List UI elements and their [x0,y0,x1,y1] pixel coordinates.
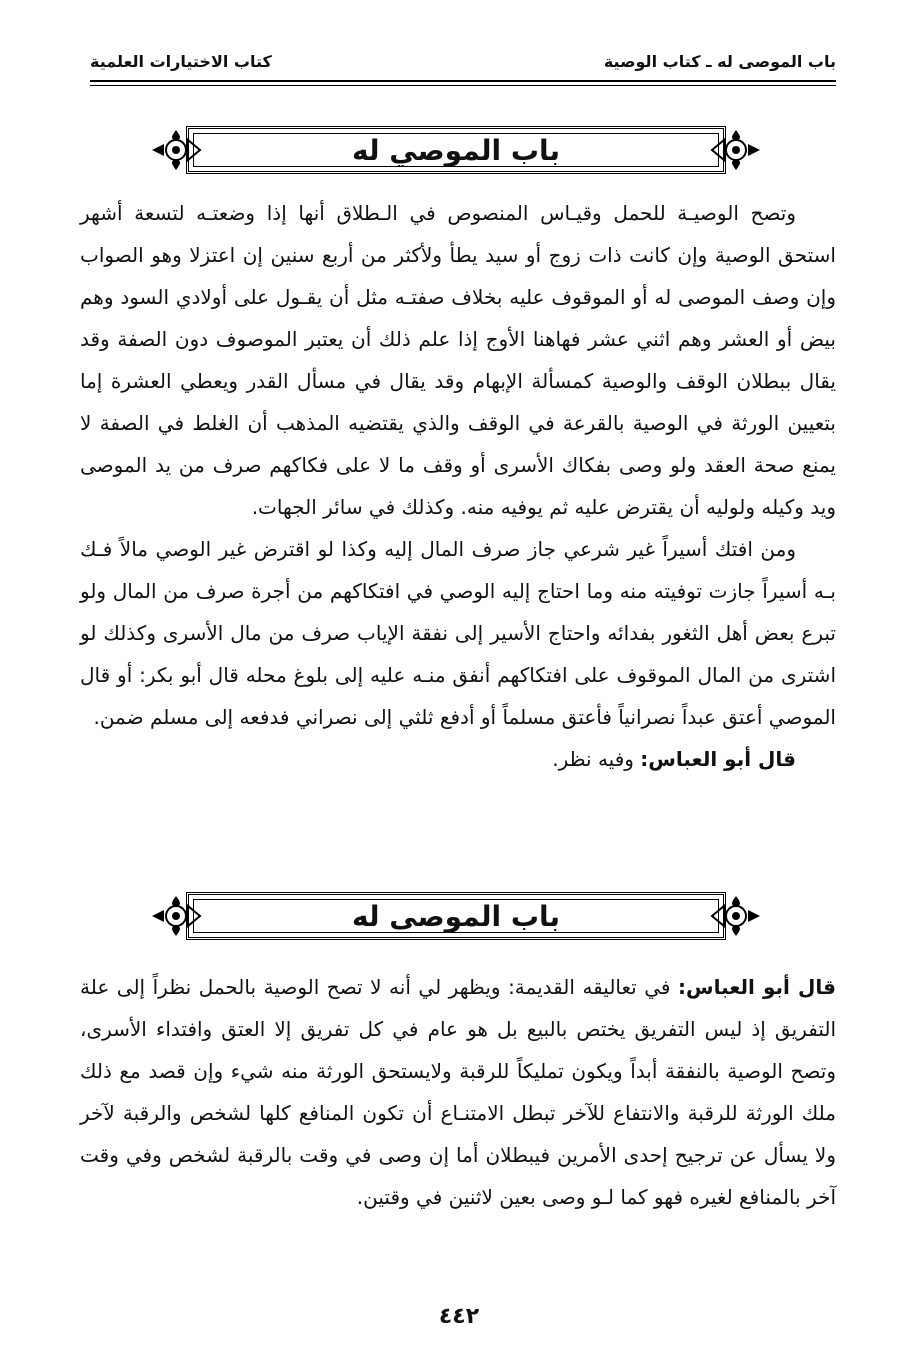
header-right-title: باب الموصى له ـ كتاب الوصية [603,51,836,71]
section-title-2: باب الموصى له [352,899,560,933]
section-title-frame-1 [150,120,762,180]
paragraph-4 [80,966,836,1218]
section-2-body [80,966,836,1218]
paragraph-3 [80,738,836,780]
speaker-label: قال أبو العباس: [677,975,836,999]
section-title-1: باب الموصي له [352,133,560,167]
paragraph-4-text: في تعاليقه القديمة: ويظهر لي أنه لا تصح الوصية بالحمل نظراً إلى علة التفريق إذ ليس التفريق يختص بالبيع بل هو عام في كل تفريق إلا العتق وافتداء الأسرى، وتصح الوصية بالنفقة أبداً ويكون تمليكاً للرقبة ولايستحق الورثة منه شيء وإن قصد مع ذلك ملك الورثة للرقبة والانتفاع للآخر تبطل الامتنـاع أن تكون المنافع كلها لشخص والرقبة لآخر ولا يسأل عن ترجيح إحدى الأمرين فيبطلان أما إن وصى في وقت بالرقبة لشخص وفي وقت آخر بالمنافع لغيره فهو كما لـو وصى بعين لاثنين في وقتين. [80,975,836,1209]
running-header [90,48,836,74]
header-left-title: كتاب الاختيارات العلمية [90,51,272,71]
section-title-frame-2 [150,886,762,946]
page-number: ٤٤٢ [438,1304,480,1329]
header-rule-thick [90,80,836,82]
paragraph-3-text: وفيه نظر. [552,747,641,771]
header-rule-thin [90,85,836,86]
section-1-body [80,192,836,780]
speaker-label: قال أبو العباس: [640,747,796,771]
paragraph-2: ومن افتك أسيراً غير شرعي جاز صرف المال إليه وكذا لو اقترض غير الوصي مالاً فـك بـه أسيراً جازت توفيته منه وما احتاج إليه الوصي في افتكاكهم من أجرة صرف من المال ولو تبرع بعض أهل الثغور بفدائه واحتاج الأسير إلى نفقة الإياب صرف من مال الأسرى وكذلك لو اشترى من المال الموقوف على افتكاكهم أنفق منـه عليه إلى بلوغ محله قال أبو بكر: أو قال الموصي أعتق عبداً نصرانياً فأعتق مسلماً أو أدفع ثلثي إلى نصراني فدفعه إلى مسلم ضمن. [80,537,836,729]
paragraph-1: وتصح الوصيـة للحمل وقيـاس المنصوص في الـطلاق أنها إذا وضعتـه لتسعة أشهر استحق الوصية وإن كانت ذات زوج أو سيد يطأ ولأكثر من أربع سنين إن اعتزلا وهو الصواب وإن وصف الموصى له أو الموقوف عليه بخلاف صفتـه مثل أن يقـول على أولادي السود وهم بيض أو العشر وهم اثني عشر فهاهنا الأوج إذا علم ذلك أن يعتبر الموصوف دون الصفة وقد يقال ببطلان الوقف والوصية كمسألة الإبهام وقد يقال في مسأل القدر ويعطي العشرة إما بتعيين الورثة في الوصية بالقرعة في الوقف والذي يقتضيه المذهب أن الغلط في الصفة لا يمنع صحة العقد ولو وصى بفكاك الأسرى أو وقف ما لا على فكاكهم صرف من يد الموصى ويد وكيله ولوليه أن يقترض عليه ثم يوفيه منه. وكذلك في سائر الجهات. [80,201,836,519]
